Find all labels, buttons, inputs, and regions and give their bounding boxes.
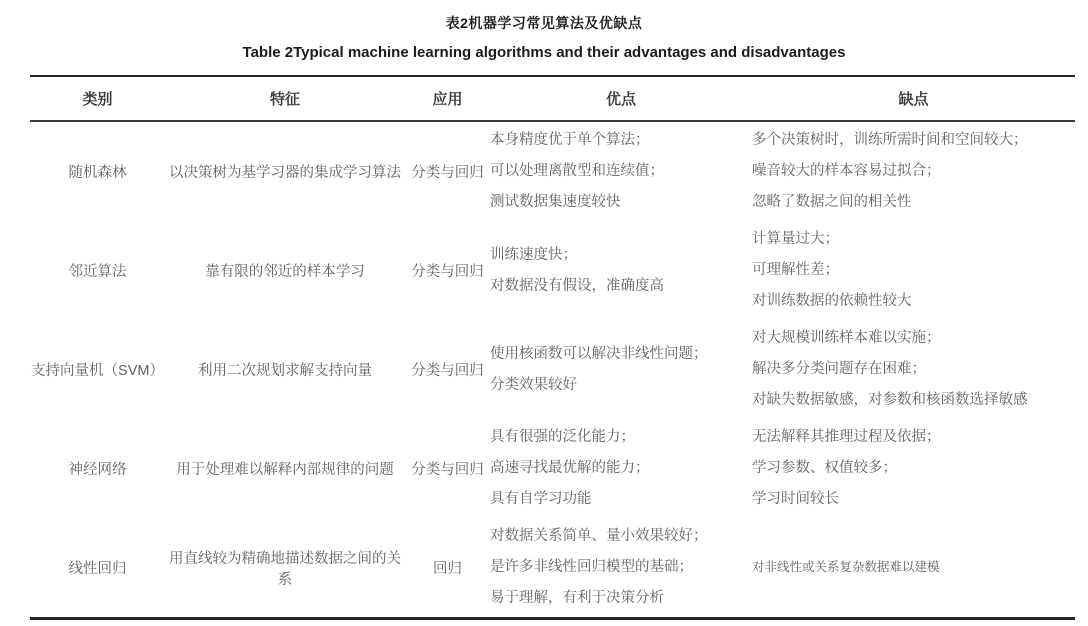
advantage-line: 测试数据集速度较快 — [490, 194, 621, 210]
header-application: 应用 — [432, 91, 463, 108]
header-feature: 特征 — [269, 91, 300, 108]
table-row — [30, 122, 1075, 221]
disadvantage-line: 解决多分类问题存在困难； — [752, 361, 926, 377]
cell-application: 分类与回归 — [411, 264, 484, 280]
advantage-line: 分类效果较好 — [490, 376, 577, 393]
cell-feature: 靠有限的邻近的样本学习 — [205, 264, 365, 280]
table-body — [30, 122, 1075, 617]
cell-category: 神经网络 — [68, 462, 127, 478]
table-header-row — [30, 77, 1075, 122]
table-title-zh: 表2机器学习常见算法及优缺点 — [445, 15, 643, 31]
cell-advantages — [490, 125, 752, 218]
advantage-line: 具有很强的泛化能力； — [490, 429, 635, 445]
table-row — [30, 518, 1075, 617]
cell-feature: 用直线较为精确地描述数据之间的关系 — [169, 550, 401, 588]
cell-category: 随机森林 — [68, 165, 127, 181]
disadvantage-line: 对训练数据的依赖性较大 — [752, 293, 912, 309]
advantage-line: 对数据没有假设，准确度高 — [490, 277, 664, 294]
table-row — [30, 221, 1075, 320]
cell-feature: 利用二次规划求解支持向量 — [198, 363, 372, 379]
cell-application: 回归 — [433, 561, 462, 577]
disadvantage-line: 忽略了数据之间的相关性 — [752, 194, 912, 210]
cell-disadvantages — [752, 552, 1075, 583]
advantage-line: 本身精度优于单个算法； — [490, 132, 650, 148]
advantage-line: 对数据关系简单、量小效果较好； — [490, 528, 708, 544]
advantage-line: 高速寻找最优解的能力； — [490, 460, 650, 476]
disadvantage-line: 可理解性差； — [752, 262, 839, 278]
cell-category: 邻近算法 — [68, 264, 127, 280]
cell-application: 分类与回归 — [411, 462, 484, 478]
cell-advantages — [490, 240, 752, 302]
table-title-en: Table 2Typical machine learning algorithms and their advantages and disadvantages — [242, 44, 846, 61]
disadvantage-line: 多个决策树时，训练所需时间和空间较大； — [752, 132, 1028, 148]
advantage-line: 是许多非线性回归模型的基础； — [490, 559, 693, 575]
disadvantage-line: 噪音较大的样本容易过拟合； — [752, 163, 941, 179]
advantage-line: 可以处理离散型和连续值； — [490, 163, 664, 179]
advantage-line: 训练速度快； — [490, 246, 577, 263]
disadvantage-line: 学习参数、权值较多； — [752, 460, 897, 476]
cell-advantages — [490, 422, 752, 515]
cell-advantages — [490, 521, 752, 614]
disadvantage-line: 对非线性或关系复杂数据难以建模 — [752, 560, 940, 574]
advantage-line: 易于理解，有利于决策分析 — [490, 590, 664, 606]
disadvantage-line: 对大规模训练样本难以实施； — [752, 330, 941, 346]
cell-disadvantages — [752, 323, 1075, 416]
cell-category: 线性回归 — [68, 561, 127, 577]
cell-feature: 用于处理难以解释内部规律的问题 — [176, 462, 394, 478]
cell-category: 支持向量机（SVM） — [31, 363, 164, 379]
table-row — [30, 419, 1075, 518]
cell-disadvantages — [752, 422, 1075, 515]
disadvantage-line: 无法解释其推理过程及依据； — [752, 429, 941, 445]
table-row — [30, 320, 1075, 419]
disadvantage-line: 学习时间较长 — [752, 491, 839, 507]
cell-advantages — [490, 339, 752, 401]
cell-disadvantages — [752, 125, 1075, 218]
header-advantages: 优点 — [605, 91, 636, 108]
advantage-line: 具有自学习功能 — [490, 491, 592, 507]
header-disadvantages: 缺点 — [898, 91, 929, 108]
disadvantage-line: 对缺失数据敏感，对参数和核函数选择敏感 — [752, 392, 1028, 408]
header-category: 类别 — [82, 91, 113, 108]
disadvantage-line: 计算量过大； — [752, 231, 839, 247]
cell-application: 分类与回归 — [411, 363, 484, 379]
cell-application: 分类与回归 — [411, 165, 484, 181]
ml-algorithms-table — [30, 75, 1075, 620]
cell-disadvantages — [752, 224, 1075, 317]
advantage-line: 使用核函数可以解决非线性问题； — [490, 345, 708, 362]
cell-feature: 以决策树为基学习器的集成学习算法 — [169, 165, 401, 181]
table-caption — [0, 0, 1088, 61]
